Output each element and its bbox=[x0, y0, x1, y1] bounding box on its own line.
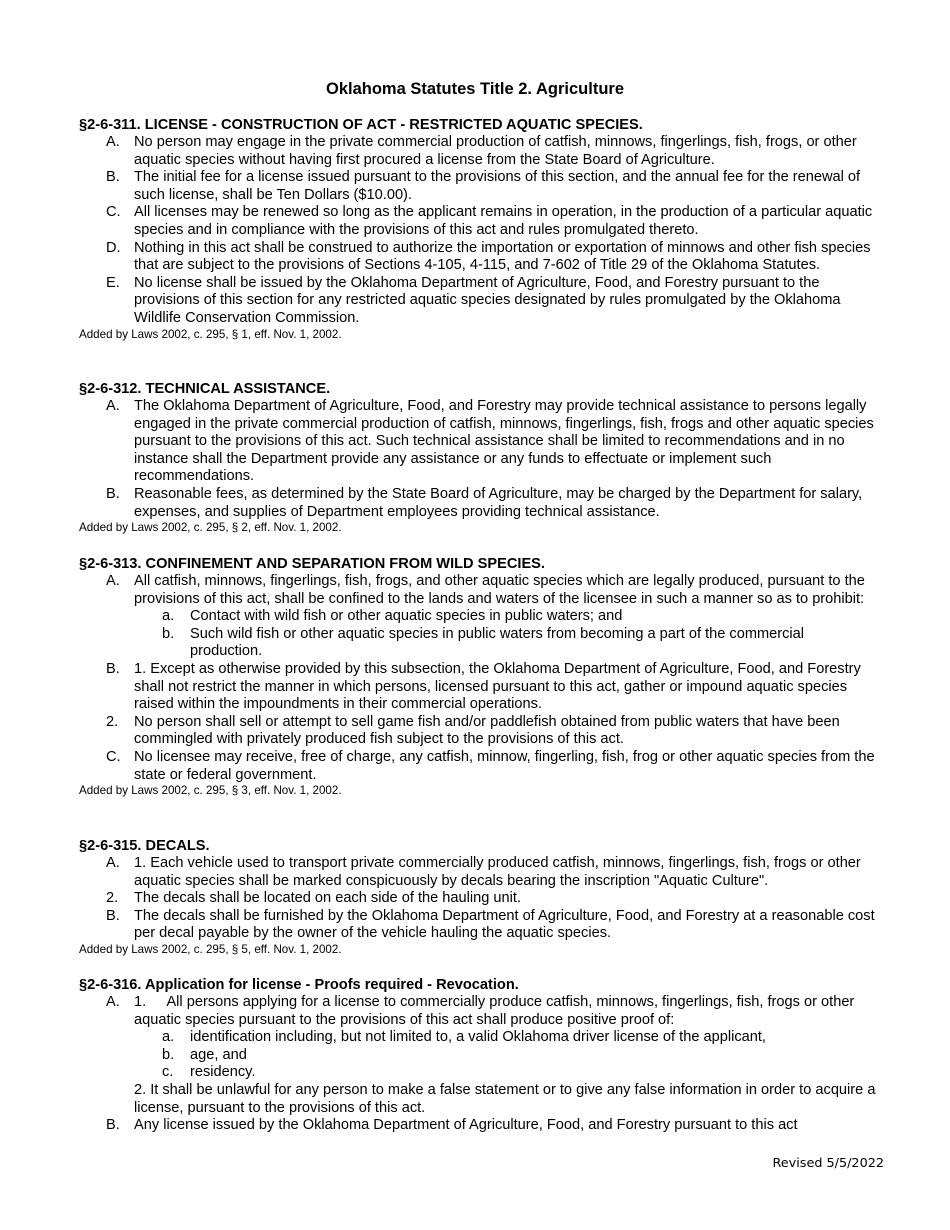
item-marker: A. bbox=[106, 855, 120, 871]
added-note: Added by Laws 2002, c. 295, § 1, eff. Nov. 1, 2002. bbox=[79, 327, 342, 341]
document-title: Oklahoma Statutes Title 2. Agriculture bbox=[326, 80, 624, 98]
section-315 bbox=[79, 837, 879, 957]
item-text: All persons applying for a license to commercially produce catfish, minnows, fingerlings, fish, frogs or other aquatic species pursuant to the provisions of this act shall produce positive proof of: bbox=[134, 994, 855, 1028]
item-text: Nothing in this act shall be construed to authorize the importation or exportation of minnows and other fish species that are subject to the provisions of Sections 4-105, 4-115, and 7-602 of Title 29 of the Oklahoma Statutes. bbox=[134, 239, 871, 274]
sub-text: age, and bbox=[190, 1046, 247, 1063]
item-text: No license shall be issued by the Oklahoma Department of Agriculture, Food, and Forestry pursuant to the provisions of this section for any restricted aquatic species designated by rules promulgated by the Oklahoma Wildlife Conservation Commission. bbox=[134, 274, 841, 326]
item-text: 1. Each vehicle used to transport private commercially produced catfish, minnows, fingerlings, fish, frogs or other aquatic species shall be marked conspicuously by decals bearing the inscription "Aquatic Culture". bbox=[134, 855, 861, 889]
item-text: All catfish, minnows, fingerlings, fish, frogs, and other aquatic species which are legally produced, pursuant to the provisions of this act, shall be confined to the lands and waters of the licensee in such a manner so as to prohibit: bbox=[134, 573, 865, 607]
section-313 bbox=[79, 555, 879, 798]
sub-marker: a. bbox=[162, 1029, 175, 1046]
item-marker: A. bbox=[106, 398, 120, 414]
item-marker: E. bbox=[106, 274, 120, 291]
added-note: Added by Laws 2002, c. 295, § 5, eff. Nov. 1, 2002. bbox=[79, 942, 342, 956]
item-text: Any license issued by the Oklahoma Department of Agriculture, Food, and Forestry pursuant to this act bbox=[134, 1117, 798, 1134]
item-marker: B. bbox=[106, 660, 120, 677]
list-item bbox=[79, 749, 879, 784]
item-text: No person may engage in the private commercial production of catfish, minnows, fingerlings, fish, frogs, or other aquatic species without having first procured a license from the State Board of Agriculture. bbox=[134, 134, 857, 168]
section-heading: §2-6-313. CONFINEMENT AND SEPARATION FROM WILD SPECIES. bbox=[79, 556, 545, 572]
item-marker: B. bbox=[106, 169, 120, 186]
item-marker: D. bbox=[106, 239, 121, 256]
list-item bbox=[79, 134, 879, 169]
sub-marker: c. bbox=[162, 1064, 174, 1081]
item-marker: B. bbox=[106, 485, 120, 502]
item-sub-marker: 1. bbox=[134, 994, 147, 1010]
sub-marker: b. bbox=[162, 625, 175, 642]
item-text: The initial fee for a license issued pursuant to the provisions of this section, and the annual fee for the renewal of such license, shall be Ten Dollars ($10.00). bbox=[134, 169, 861, 203]
list-item bbox=[79, 204, 879, 239]
sub-item bbox=[79, 1047, 879, 1065]
section-heading: §2-6-315. DECALS. bbox=[79, 838, 210, 854]
item-text: No person shall sell or attempt to sell game fish and/or paddlefish obtained from public waters that have been commingled with privately produced fish subject to the provisions of this act. bbox=[134, 713, 840, 748]
section-heading: §2-6-316. Application for license - Proofs required - Revocation. bbox=[79, 977, 519, 993]
sub-item bbox=[79, 1064, 879, 1082]
sub-text: identification including, but not limited to, a valid Oklahoma driver license of the applicant, bbox=[190, 1029, 766, 1046]
sub-item bbox=[79, 1029, 879, 1047]
item-marker: B. bbox=[106, 1117, 120, 1134]
list-item bbox=[79, 890, 879, 908]
list-item bbox=[79, 1117, 879, 1135]
list-item bbox=[79, 275, 879, 328]
item-marker: A. bbox=[106, 994, 120, 1010]
item-marker: C. bbox=[106, 204, 121, 221]
section-312 bbox=[79, 380, 879, 535]
item-text: All licenses may be renewed so long as the applicant remains in operation, in the production of a particular aquatic species and in compliance with the provisions of this act and rules promulgated thereto. bbox=[134, 204, 873, 238]
added-note: Added by Laws 2002, c. 295, § 2, eff. Nov. 1, 2002. bbox=[79, 521, 342, 535]
list-item bbox=[79, 714, 879, 749]
item-marker: B. bbox=[106, 907, 120, 924]
list-item bbox=[79, 240, 879, 275]
section-316 bbox=[79, 976, 879, 1135]
added-note: Added by Laws 2002, c. 295, § 3, eff. Nov. 1, 2002. bbox=[79, 784, 342, 798]
section-heading: §2-6-312. TECHNICAL ASSISTANCE. bbox=[79, 381, 331, 397]
item-text: The Oklahoma Department of Agriculture, Food, and Forestry may provide technical assistance to persons legally engaged in the private commercial production of catfish, minnows, fingerlings, fish, frogs and other aquatic species pursuant to the provisions of this act. Such technical assistance shall be limited to recommendations and in no instance shall the Department provide any assistance or any funds to effectuate or implement such recommendations. bbox=[134, 398, 874, 485]
sub-text: residency. bbox=[190, 1064, 256, 1081]
sub-marker: b. bbox=[162, 1046, 175, 1063]
list-item bbox=[79, 398, 879, 486]
continuation-paragraph: 2. It shall be unlawful for any person to make a false statement or to give any false information in order to acquire a license, pursuant to the provisions of this act. bbox=[134, 1081, 876, 1116]
item-marker: 2. bbox=[106, 890, 119, 907]
section-311 bbox=[79, 116, 879, 342]
item-text: The decals shall be located on each side of the hauling unit. bbox=[134, 890, 521, 907]
list-item bbox=[79, 908, 879, 943]
list-item bbox=[79, 661, 879, 714]
list-item bbox=[79, 855, 879, 890]
section-heading: §2-6-311. LICENSE - CONSTRUCTION OF ACT - RESTRICTED AQUATIC SPECIES. bbox=[79, 117, 643, 133]
list-item bbox=[79, 169, 879, 204]
item-text: The decals shall be furnished by the Oklahoma Department of Agriculture, Food, and Forestry at a reasonable cost per decal payable by the owner of the vehicle hauling the aquatic species. bbox=[134, 907, 875, 942]
sub-item bbox=[79, 608, 879, 626]
item-marker: A. bbox=[106, 134, 120, 150]
item-text: Reasonable fees, as determined by the State Board of Agriculture, may be charged by the Department for salary, expenses, and supplies of Department employees providing technical assistance. bbox=[134, 485, 863, 520]
sub-item bbox=[79, 626, 879, 661]
item-marker: C. bbox=[106, 748, 121, 765]
item-marker: A. bbox=[106, 573, 120, 589]
item-text: 1. Except as otherwise provided by this subsection, the Oklahoma Department of Agriculture, Food, and Forestry shall not restrict the manner in which persons, licensed pursuant to this act, gather or impound aquatic species raised within the impoundments in their commercial operations. bbox=[134, 660, 861, 713]
sub-text: Contact with wild fish or other aquatic species in public waters; and bbox=[190, 608, 623, 625]
item-text: No licensee may receive, free of charge, any catfish, minnow, fingerling, fish, frog or other aquatic species from the state or federal government. bbox=[134, 748, 875, 783]
sub-text: Such wild fish or other aquatic species in public waters from becoming a part of the commercial production. bbox=[190, 625, 805, 660]
sub-marker: a. bbox=[162, 608, 175, 625]
list-item bbox=[79, 573, 879, 608]
revision-footer: Revised 5/5/2022 bbox=[772, 1156, 884, 1171]
item-marker: 2. bbox=[106, 713, 119, 730]
list-item bbox=[79, 486, 879, 521]
list-item bbox=[79, 994, 879, 1029]
